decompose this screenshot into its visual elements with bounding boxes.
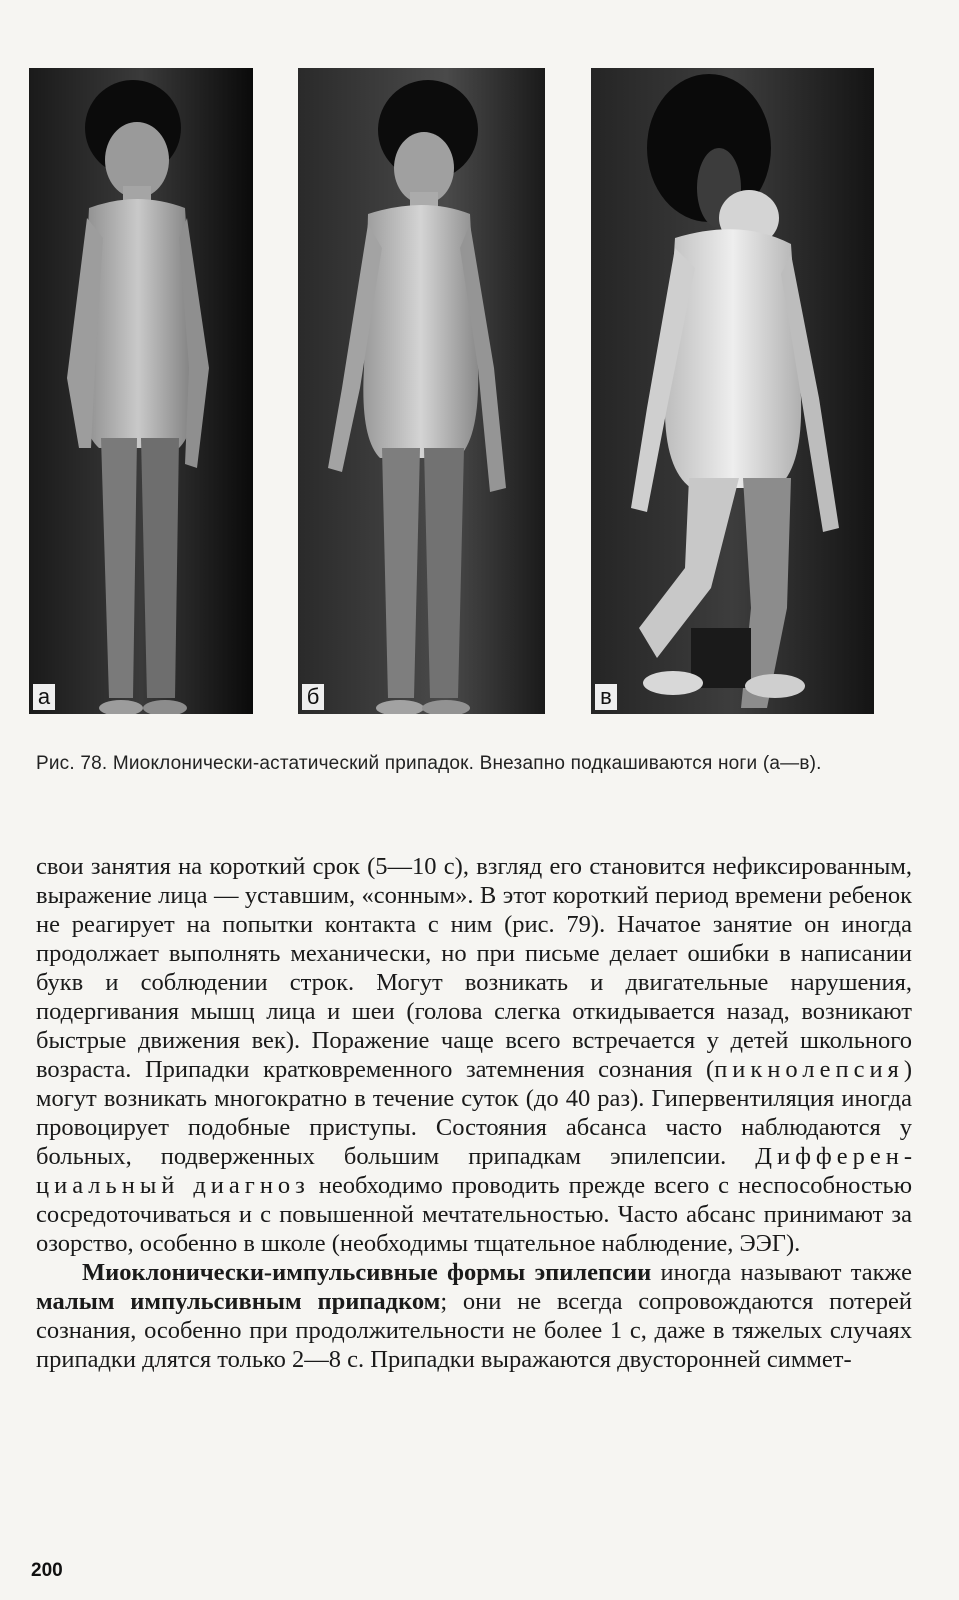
- bold-term: Миоклонически-импульсивные формы эпилепсии: [82, 1259, 652, 1286]
- figure-78: [29, 68, 874, 716]
- panel-label: в: [595, 684, 617, 710]
- text-run: необходимо проводить прежде всего с неспособностью сосредоточиваться и с повышенной мечтательностью. Часто абсанс принимают за озорство, особенно в школе (необходимы тщательное наблюдение, ЭЭГ).: [36, 1172, 913, 1257]
- spaced-term-pyknolepsy: пикнолепсия: [714, 1056, 904, 1083]
- photo-panel-b: [298, 68, 545, 714]
- spaced-term-differential-diagnosis: Дифференциальный диагноз: [36, 1143, 912, 1199]
- text-run: свои занятия на короткий срок (5—10 с), взгляд его становится нефиксированным, выражение лица — уставшим, «сонным». В этот короткий период времени ребенок не реагирует на попытки контакта с ним (рис. 79). Начатое занятие он иногда продолжает выполнять механически, но при письме делает ошибки в написании букв и соблюдении строк. Могут возникать и двигательные нарушения, подергивания мышц лица и шеи (голова слегка откидывается назад, возникают быстрые движения век). Поражение чаще всего встречается у детей школьного возраста. Припадки кратковременного затемнения сознания (: [36, 853, 912, 1083]
- page-number: 200: [31, 1560, 63, 1581]
- paragraph-1: [36, 852, 912, 1258]
- figure-caption: Рис. 78. Миоклонически-астатический припадок. Внезапно подкашиваются ноги (а—в).: [36, 753, 822, 774]
- text-run: ) могут возникать многократно в течение суток (до 40 раз). Гипервентиляция иногда провоцирует подобные приступы. Состояния абсанса часто наблюдаются у больных, подверженных большим припадкам эпилепсии.: [36, 1056, 912, 1170]
- panel-label: б: [302, 684, 324, 710]
- child-collapsing-photo: [591, 68, 874, 714]
- bold-term: малым импульсивным припадком: [36, 1288, 441, 1315]
- text-run: ; они не всегда сопровождаются потерей сознания, особенно при продолжительности не более 1 с, даже в тяжелых случаях припадки длятся только 2—8 с. Припадки выражаются двусторонней симмет-: [36, 1288, 912, 1373]
- photo-panel-a: [29, 68, 253, 714]
- paragraph-2: [36, 1258, 912, 1374]
- panel-label: а: [33, 684, 55, 710]
- child-standing-photo: [29, 68, 253, 714]
- photo-panel-c: [591, 68, 874, 714]
- text-run: иногда называют также: [651, 1259, 912, 1286]
- body-text: [36, 852, 912, 1374]
- child-bending-photo: [298, 68, 545, 714]
